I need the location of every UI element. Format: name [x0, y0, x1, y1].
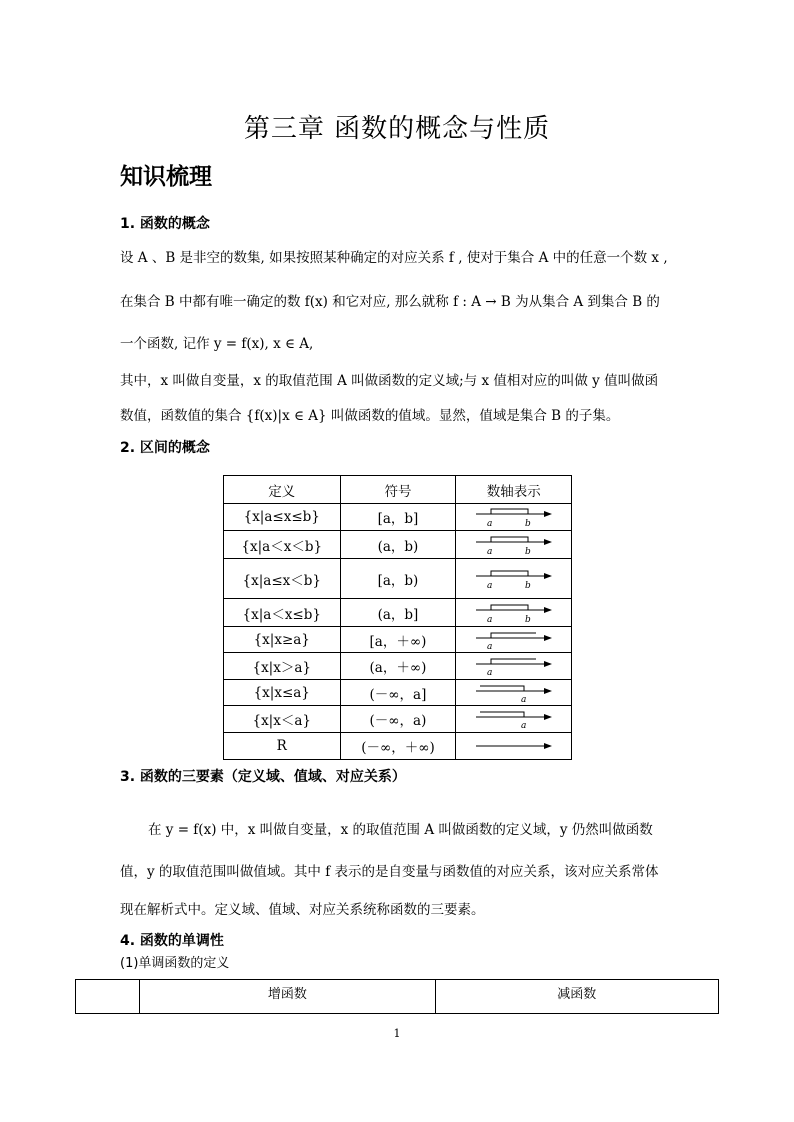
number-line-cell	[456, 559, 572, 599]
symbol-cell: [a，b)	[340, 559, 456, 599]
heading-three-elements: 3. 函数的三要素（定义域、值域、对应关系）	[120, 769, 406, 785]
definition-cell: {x|x≤a}	[224, 680, 341, 706]
symbol-cell: (a，b]	[340, 599, 456, 627]
subheading-monotonic-definition: (1)单调函数的定义	[120, 956, 230, 971]
chapter-title: 第三章 函数的概念与性质	[243, 114, 551, 144]
heading-function-concept: 1. 函数的概念	[120, 216, 210, 232]
number-line-closed-closed	[474, 506, 554, 528]
symbol-cell: [a，b]	[340, 504, 456, 531]
monotonic-table	[75, 979, 719, 1014]
number-line-cell	[456, 531, 572, 559]
table-row	[224, 733, 572, 760]
table-row	[224, 599, 572, 627]
number-line-cell	[456, 627, 572, 653]
page-number: 1	[393, 1027, 401, 1040]
heading-interval-concept: 2. 区间的概念	[120, 440, 210, 456]
table-row	[224, 680, 572, 706]
paragraph-line: 现在解析式中。定义域、值域、对应关系统称函数的三要素。	[120, 902, 485, 918]
number-line-cell	[456, 733, 572, 760]
symbol-cell: (a，b)	[340, 531, 456, 559]
axis-label-a: a	[520, 694, 527, 703]
paragraph-line: 设 A 、B 是非空的数集, 如果按照某种确定的对应关系 f , 使对于集合 A 中的任意一个数 x ,	[120, 250, 668, 266]
table-header-row	[76, 980, 719, 1014]
axis-label-a: a	[486, 519, 493, 528]
number-line-ray-left-closed	[474, 683, 554, 703]
axis-label-a: a	[486, 580, 493, 590]
heading-monotonicity: 4. 函数的单调性	[120, 933, 224, 949]
table-header-row	[224, 476, 572, 504]
axis-label-a: a	[486, 546, 493, 556]
symbol-cell: (－∞，a)	[340, 706, 456, 733]
symbol-cell: (－∞，a]	[340, 680, 456, 706]
paragraph-line: 在集合 B 中都有唯一确定的数 f(x) 和它对应, 那么就称 f : A → B 为从集合 A 到集合 B 的	[120, 294, 660, 310]
header-increasing: 增函数	[140, 980, 435, 1014]
header-number-line: 数轴表示	[456, 476, 572, 504]
symbol-cell: (a，＋∞)	[340, 653, 456, 680]
symbol-cell: [a，＋∞)	[340, 627, 456, 653]
number-line-cell	[456, 504, 572, 531]
paragraph-line: 一个函数, 记作 y = f(x), x ∈ A,	[120, 336, 314, 352]
table-row	[224, 531, 572, 559]
table-row	[224, 706, 572, 733]
number-line-cell	[456, 680, 572, 706]
section-heading: 知识梳理	[120, 164, 212, 190]
header-blank	[76, 980, 140, 1014]
interval-table	[223, 475, 572, 760]
header-symbol: 符号	[340, 476, 456, 504]
definition-cell: {x|a＜x＜b}	[224, 531, 341, 559]
number-line-open-open	[474, 534, 554, 556]
axis-label-a: a	[486, 641, 493, 650]
axis-label-b: b	[524, 580, 531, 590]
number-line-ray-left-open	[474, 709, 554, 729]
symbol-cell: (－∞，＋∞)	[340, 733, 456, 760]
paragraph-line: 其中，x 叫做自变量，x 的取值范围 A 叫做函数的定义域;与 x 值相对应的叫做 y 值叫做函	[120, 373, 659, 389]
number-line-open-closed	[474, 602, 554, 624]
definition-cell: {x|x＞a}	[224, 653, 341, 680]
axis-label-b: b	[524, 546, 531, 556]
axis-label-a: a	[486, 668, 493, 676]
axis-label-a: a	[520, 721, 527, 729]
definition-cell: {x|x＜a}	[224, 706, 341, 733]
table-row	[224, 504, 572, 531]
definition-cell: {x|a＜x≤b}	[224, 599, 341, 627]
number-line-whole	[474, 739, 554, 753]
number-line-cell	[456, 706, 572, 733]
axis-label-b: b	[524, 614, 531, 624]
definition-cell: {x|a≤x≤b}	[224, 504, 341, 531]
table-row	[224, 559, 572, 599]
axis-label-b: b	[524, 519, 531, 528]
number-line-cell	[456, 599, 572, 627]
definition-cell: {x|x≥a}	[224, 627, 341, 653]
number-line-closed-open	[474, 568, 554, 590]
paragraph-line: 数值，函数值的集合 {f(x)|x ∈ A} 叫做函数的值域。显然，值域是集合 B 的子集。	[120, 408, 620, 424]
paragraph-line: 在 y = f(x) 中，x 叫做自变量，x 的取值范围 A 叫做函数的定义域，y 仍然叫做函数	[148, 822, 653, 838]
table-row	[224, 653, 572, 680]
header-definition: 定义	[224, 476, 341, 504]
axis-label-a: a	[486, 614, 493, 624]
definition-cell: {x|a≤x＜b}	[224, 559, 341, 599]
definition-cell: R	[224, 733, 341, 760]
number-line-ray-right-open	[474, 656, 554, 676]
header-decreasing: 减函数	[435, 980, 719, 1014]
number-line-cell	[456, 653, 572, 680]
table-row	[224, 627, 572, 653]
number-line-ray-right-closed	[474, 630, 554, 650]
paragraph-line: 值，y 的取值范围叫做值域。其中 f 表示的是自变量与函数值的对应关系，该对应关系常体	[120, 864, 659, 880]
